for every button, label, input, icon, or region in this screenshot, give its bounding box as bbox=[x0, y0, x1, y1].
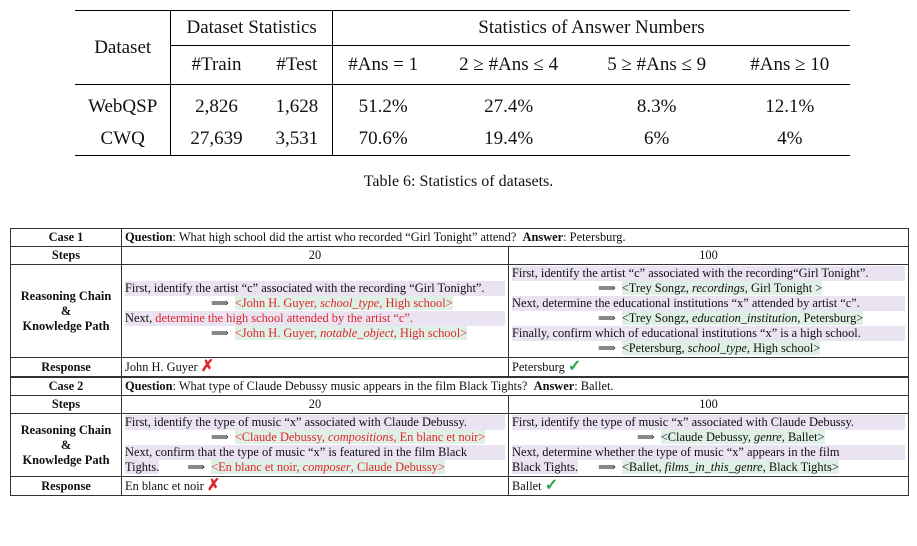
cross-icon: ✗ bbox=[206, 477, 221, 494]
arrow-icon: ⟹ bbox=[187, 460, 206, 474]
steps-row bbox=[11, 396, 909, 414]
path-triple: <Claude Debussy, compositions, En blanc et noir> bbox=[234, 430, 486, 444]
case-study-table bbox=[10, 228, 909, 496]
arrow-icon: ⟹ bbox=[598, 311, 616, 325]
arrow-icon: ⟹ bbox=[598, 341, 616, 355]
table-cell: 51.2% bbox=[332, 85, 433, 123]
case-header-row bbox=[11, 377, 909, 396]
table-cell: 8.3% bbox=[584, 85, 730, 123]
reasoning-step: Next, determine the educational institutions “x” attended by artist “c”. bbox=[512, 296, 905, 311]
steps-label: Steps bbox=[11, 247, 122, 265]
knowledge-path bbox=[125, 326, 505, 341]
path-triple: <Trey Songz, recordings, Girl Tonight > bbox=[621, 281, 823, 295]
table-cell: 12.1% bbox=[729, 85, 850, 123]
table-cell: 70.6% bbox=[332, 122, 433, 156]
question-label: Question bbox=[125, 230, 173, 244]
steps-left: 20 bbox=[122, 247, 509, 265]
response-row bbox=[11, 477, 909, 496]
question-text: : What type of Claude Debussy music appears in the film Black Tights? bbox=[172, 379, 528, 393]
label-line: Knowledge Path bbox=[22, 452, 110, 467]
column-header: #Ans ≥ 10 bbox=[750, 54, 830, 75]
arrow-icon: ⟹ bbox=[598, 460, 616, 474]
table-cell: 27.4% bbox=[433, 85, 584, 123]
knowledge-path: Tights. ⟹ <En blanc et noir, composer, Claude Debussy> bbox=[125, 460, 445, 474]
reasoning-step: First, identify the type of music “x” associated with Claude Debussy. bbox=[512, 415, 905, 430]
column-header: 2 ≥ #Ans ≤ 4 bbox=[459, 54, 559, 75]
column-header: #Test bbox=[276, 54, 318, 75]
reasoning-row bbox=[11, 414, 909, 477]
reasoning-row bbox=[11, 265, 909, 358]
reasoning-left bbox=[122, 414, 509, 477]
case-title: Case 1 bbox=[11, 229, 122, 247]
steps-right: 100 bbox=[509, 247, 909, 265]
reasoning-step: Finally, confirm which of educational institutions “x” is a high school. bbox=[512, 326, 905, 341]
question-label: Question bbox=[125, 379, 173, 393]
path-triple: <Ballet, films_in_this_genre, Black Tights> bbox=[621, 460, 839, 474]
path-triple: <En blanc et noir, composer, Claude Debussy> bbox=[211, 460, 445, 474]
case-title: Case 2 bbox=[11, 377, 122, 396]
path-triple: <Claude Debussy, genre, Ballet> bbox=[660, 430, 825, 444]
path-triple: <John H. Guyer, notable_object, High school> bbox=[234, 326, 468, 340]
reasoning-chain-label bbox=[11, 414, 122, 477]
response-right: Ballet ✓ bbox=[509, 477, 909, 496]
table-row bbox=[75, 122, 850, 156]
path-triple: <John H. Guyer, school_type, High school> bbox=[234, 296, 453, 310]
knowledge-path bbox=[512, 341, 905, 356]
table-cell: 2,826 bbox=[171, 85, 262, 123]
response-label: Response bbox=[11, 477, 122, 496]
answer-text: : Petersburg. bbox=[563, 230, 626, 244]
answer-text: : Ballet. bbox=[574, 379, 614, 393]
question-text: : What high school did the artist who recorded “Girl Tonight” attend? bbox=[172, 230, 517, 244]
answer-numbers-header: Statistics of Answer Numbers bbox=[332, 11, 850, 46]
table-cell: 6% bbox=[584, 122, 730, 156]
case-header-row bbox=[11, 229, 909, 247]
answer-label: Answer bbox=[522, 230, 564, 244]
reasoning-step: Next, determine the high school attended by the artist “c”. bbox=[125, 311, 505, 326]
knowledge-path bbox=[125, 430, 505, 445]
dataset-statistics-table bbox=[75, 10, 850, 156]
arrow-icon: ⟹ bbox=[598, 281, 616, 295]
response-row bbox=[11, 358, 909, 378]
table-header-row bbox=[75, 11, 850, 46]
reasoning-chain-label bbox=[11, 265, 122, 358]
label-line: & bbox=[60, 437, 72, 452]
cross-icon: ✗ bbox=[200, 358, 215, 375]
response-right: Petersburg ✓ bbox=[509, 358, 909, 378]
table-cell: 1,628 bbox=[262, 85, 333, 123]
table-subheader-row bbox=[75, 46, 850, 85]
table-cell: 3,531 bbox=[262, 122, 333, 156]
column-header: #Ans = 1 bbox=[332, 46, 433, 85]
answer-label: Answer bbox=[533, 379, 575, 393]
response-left: En blanc et noir ✗ bbox=[122, 477, 509, 496]
table-row bbox=[75, 85, 850, 123]
arrow-icon: ⟹ bbox=[211, 430, 229, 444]
arrow-icon: ⟹ bbox=[637, 430, 655, 444]
label-line: Knowledge Path bbox=[22, 318, 110, 333]
label-line: Reasoning Chain bbox=[20, 288, 112, 303]
arrow-icon: ⟹ bbox=[211, 326, 229, 340]
knowledge-path bbox=[125, 296, 505, 311]
dataset-statistics-header: Dataset Statistics bbox=[171, 11, 333, 46]
reasoning-step: Next, confirm that the type of music “x” is featured in the film Black bbox=[125, 445, 505, 460]
knowledge-path: Black Tights. ⟹ <Ballet, films_in_this_genre, Black Tights> bbox=[512, 460, 839, 474]
case-question bbox=[122, 229, 909, 247]
knowledge-path bbox=[512, 281, 905, 296]
table-cell: 27,639 bbox=[171, 122, 262, 156]
label-line: Reasoning Chain bbox=[20, 422, 112, 437]
dataset-header: Dataset bbox=[75, 11, 171, 85]
table-cell: 19.4% bbox=[433, 122, 584, 156]
check-icon: ✓ bbox=[544, 477, 559, 494]
label-line: & bbox=[60, 303, 72, 318]
check-icon: ✓ bbox=[567, 358, 582, 375]
reasoning-step: First, identify the artist “c” associated with the recording “Girl Tonight”. bbox=[125, 281, 505, 296]
column-header: #Train bbox=[171, 46, 262, 85]
reasoning-right bbox=[509, 414, 909, 477]
steps-left: 20 bbox=[122, 396, 509, 414]
knowledge-path bbox=[512, 311, 905, 326]
column-header: 5 ≥ #Ans ≤ 9 bbox=[607, 54, 707, 75]
table-caption: Table 6: Statistics of datasets. bbox=[363, 173, 554, 190]
path-triple: <Petersburg, school_type, High school> bbox=[621, 341, 821, 355]
reasoning-step: Next, determine whether the type of music “x” appears in the film bbox=[512, 445, 905, 460]
steps-row bbox=[11, 247, 909, 265]
steps-right: 100 bbox=[509, 396, 909, 414]
case-question bbox=[122, 377, 909, 396]
table-cell: 4% bbox=[729, 122, 850, 156]
response-label: Response bbox=[11, 358, 122, 378]
arrow-icon: ⟹ bbox=[211, 296, 229, 310]
knowledge-path bbox=[512, 430, 905, 445]
reasoning-step: First, identify the type of music “x” associated with Claude Debussy. bbox=[125, 415, 505, 430]
steps-label: Steps bbox=[11, 396, 122, 414]
reasoning-right bbox=[509, 265, 909, 358]
row-name: CWQ bbox=[75, 122, 171, 156]
row-name: WebQSP bbox=[75, 85, 171, 123]
path-triple: <Trey Songz, education_institution, Petersburg> bbox=[621, 311, 864, 325]
reasoning-step: First, identify the artist “c” associated with the recording“Girl Tonight”. bbox=[512, 266, 905, 281]
reasoning-left bbox=[122, 265, 509, 358]
response-left: John H. Guyer ✗ bbox=[122, 358, 509, 378]
